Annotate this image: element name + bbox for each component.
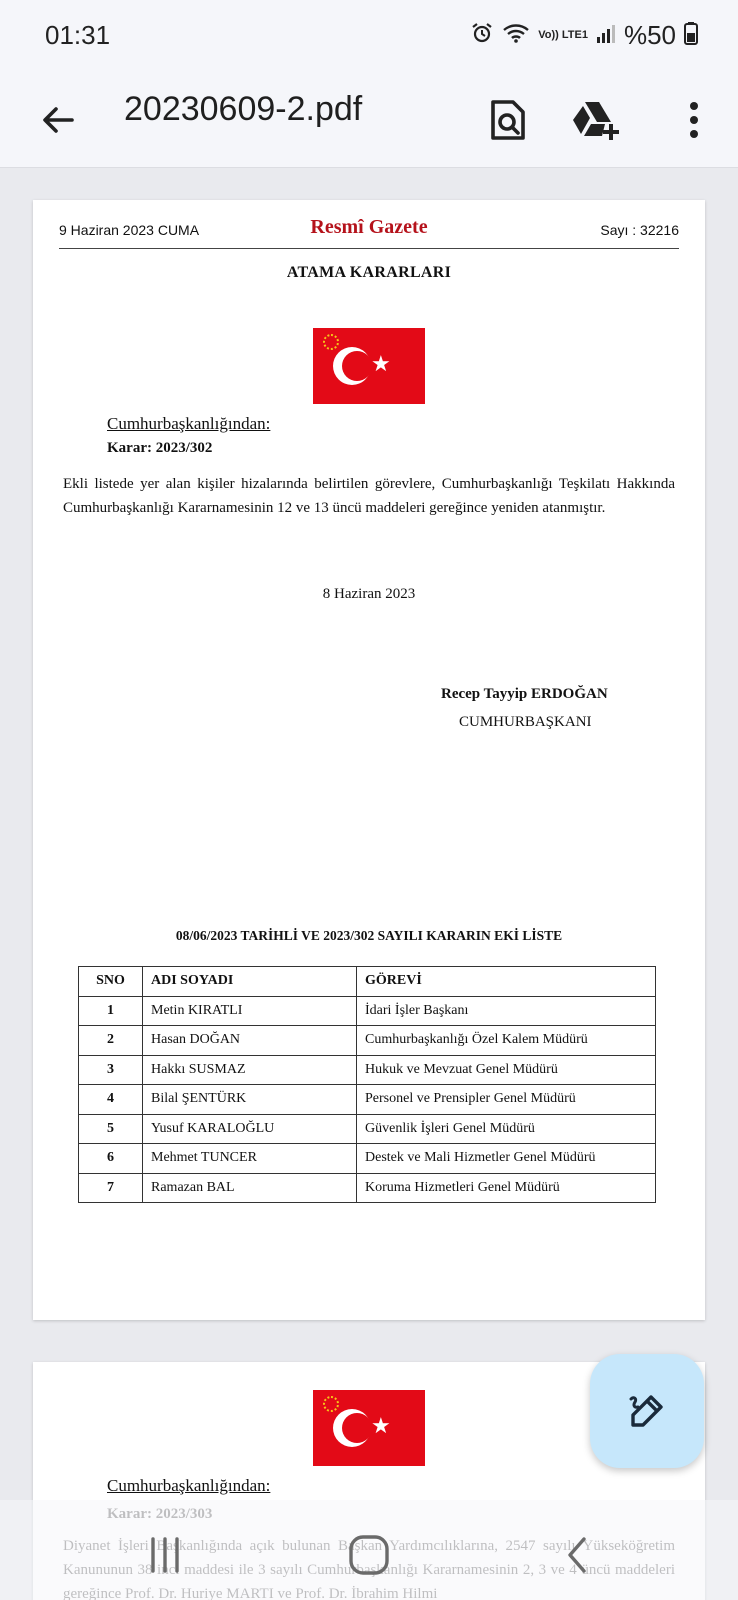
cell-name: Hasan DOĞAN [143, 1026, 357, 1056]
table-row [79, 1026, 656, 1056]
home-icon [347, 1533, 391, 1577]
gazette-issue-number: Sayı : 32216 [600, 222, 679, 238]
cell-name: Metin KIRATLI [143, 996, 357, 1026]
cell-sno: 3 [79, 1055, 143, 1085]
table-row [79, 996, 656, 1026]
cell-name: Yusuf KARALOĞLU [143, 1114, 357, 1144]
signatory-name: Recep Tayyip ERDOĞAN [441, 686, 608, 702]
edit-pen-icon [625, 1389, 669, 1433]
more-options-button[interactable] [666, 92, 722, 148]
column-header: SNO [79, 967, 143, 997]
battery-icon [684, 21, 698, 50]
table-header-row [79, 967, 656, 997]
drive-add-icon [571, 98, 621, 142]
cell-position: Koruma Hizmetleri Genel Müdürü [357, 1173, 656, 1203]
turkish-flag-icon: ★ [313, 1390, 425, 1466]
back-button[interactable] [30, 92, 86, 148]
alarm-icon [470, 21, 494, 50]
table-row [79, 1055, 656, 1085]
header-divider [59, 248, 679, 249]
decree-body: Ekli listede yer alan kişiler hizalarında belirtilen görevlere, Cumhurbaşkanlığı Teşkilatı Hakkında Cumhurbaşkanlığı Kararnamesinin 12 ve 13 üncü maddeleri gereğince yeniden atanmıştır. [63, 476, 675, 516]
recent-apps-icon [148, 1535, 182, 1575]
presidential-seal-icon [323, 334, 339, 350]
section-title: ATAMA KARARLARI [286, 264, 452, 281]
appointment-table [78, 966, 656, 1203]
app-bar [0, 72, 738, 168]
wifi-icon [502, 21, 530, 50]
presidential-seal-icon [323, 1396, 339, 1412]
cell-position: Personel ve Prensipler Genel Müdürü [357, 1085, 656, 1115]
signatory-title: CUMHURBAŞKANI [459, 714, 592, 730]
back-arrow-icon [38, 100, 78, 140]
cell-position: Destek ve Mali Hizmetler Genel Müdürü [357, 1144, 656, 1174]
status-icons [470, 20, 698, 51]
annotate-fab-button[interactable] [590, 1354, 704, 1468]
cell-sno: 2 [79, 1026, 143, 1056]
back-nav-icon [562, 1533, 592, 1577]
navigation-bar [0, 1500, 738, 1600]
status-time: 01:31 [45, 20, 111, 50]
decree-number: Karar: 2023/302 [107, 440, 213, 456]
institution-name: Cumhurbaşkanlığından: [107, 414, 271, 433]
column-header: ADI SOYADI [143, 967, 357, 997]
volte-icon: Vo)) LTE1 [538, 29, 588, 41]
signal-icon [596, 21, 616, 50]
status-bar [0, 0, 738, 72]
cell-position: Hukuk ve Mevzuat Genel Müdürü [357, 1055, 656, 1085]
cell-position: Cumhurbaşkanlığı Özel Kalem Müdürü [357, 1026, 656, 1056]
search-document-icon [489, 98, 527, 142]
battery-level: %50 [623, 20, 676, 50]
table-row [79, 1173, 656, 1203]
decree-date: 8 Haziran 2023 [322, 586, 416, 602]
cell-name: Bilal ŞENTÜRK [143, 1085, 357, 1115]
recent-apps-button[interactable] [140, 1530, 190, 1580]
cell-name: Ramazan BAL [143, 1173, 357, 1203]
document-title: 20230609-2.pdf [124, 90, 363, 128]
table-row [79, 1114, 656, 1144]
column-header: GÖREVİ [357, 967, 656, 997]
cell-sno: 5 [79, 1114, 143, 1144]
list-title: 08/06/2023 TARİHLİ VE 2023/302 SAYILI KARARIN EKİ LİSTE [175, 928, 563, 943]
more-vert-icon [688, 100, 700, 140]
table-row [79, 1144, 656, 1174]
cell-name: Mehmet TUNCER [143, 1144, 357, 1174]
pdf-page-1 [33, 200, 705, 1320]
drive-add-button[interactable] [568, 92, 624, 148]
gazette-title: Resmî Gazete [310, 216, 428, 238]
cell-position: İdari İşler Başkanı [357, 996, 656, 1026]
cell-sno: 1 [79, 996, 143, 1026]
cell-sno: 4 [79, 1085, 143, 1115]
cell-name: Hakkı SUSMAZ [143, 1055, 357, 1085]
back-nav-button[interactable] [552, 1530, 602, 1580]
institution-name: Cumhurbaşkanlığından: [107, 1476, 271, 1495]
search-document-button[interactable] [480, 92, 536, 148]
table-row [79, 1085, 656, 1115]
cell-position: Güvenlik İşleri Genel Müdürü [357, 1114, 656, 1144]
home-button[interactable] [344, 1530, 394, 1580]
turkish-flag-icon: ★ [313, 328, 425, 404]
cell-sno: 6 [79, 1144, 143, 1174]
cell-sno: 7 [79, 1173, 143, 1203]
gazette-date: 9 Haziran 2023 CUMA [59, 222, 200, 238]
